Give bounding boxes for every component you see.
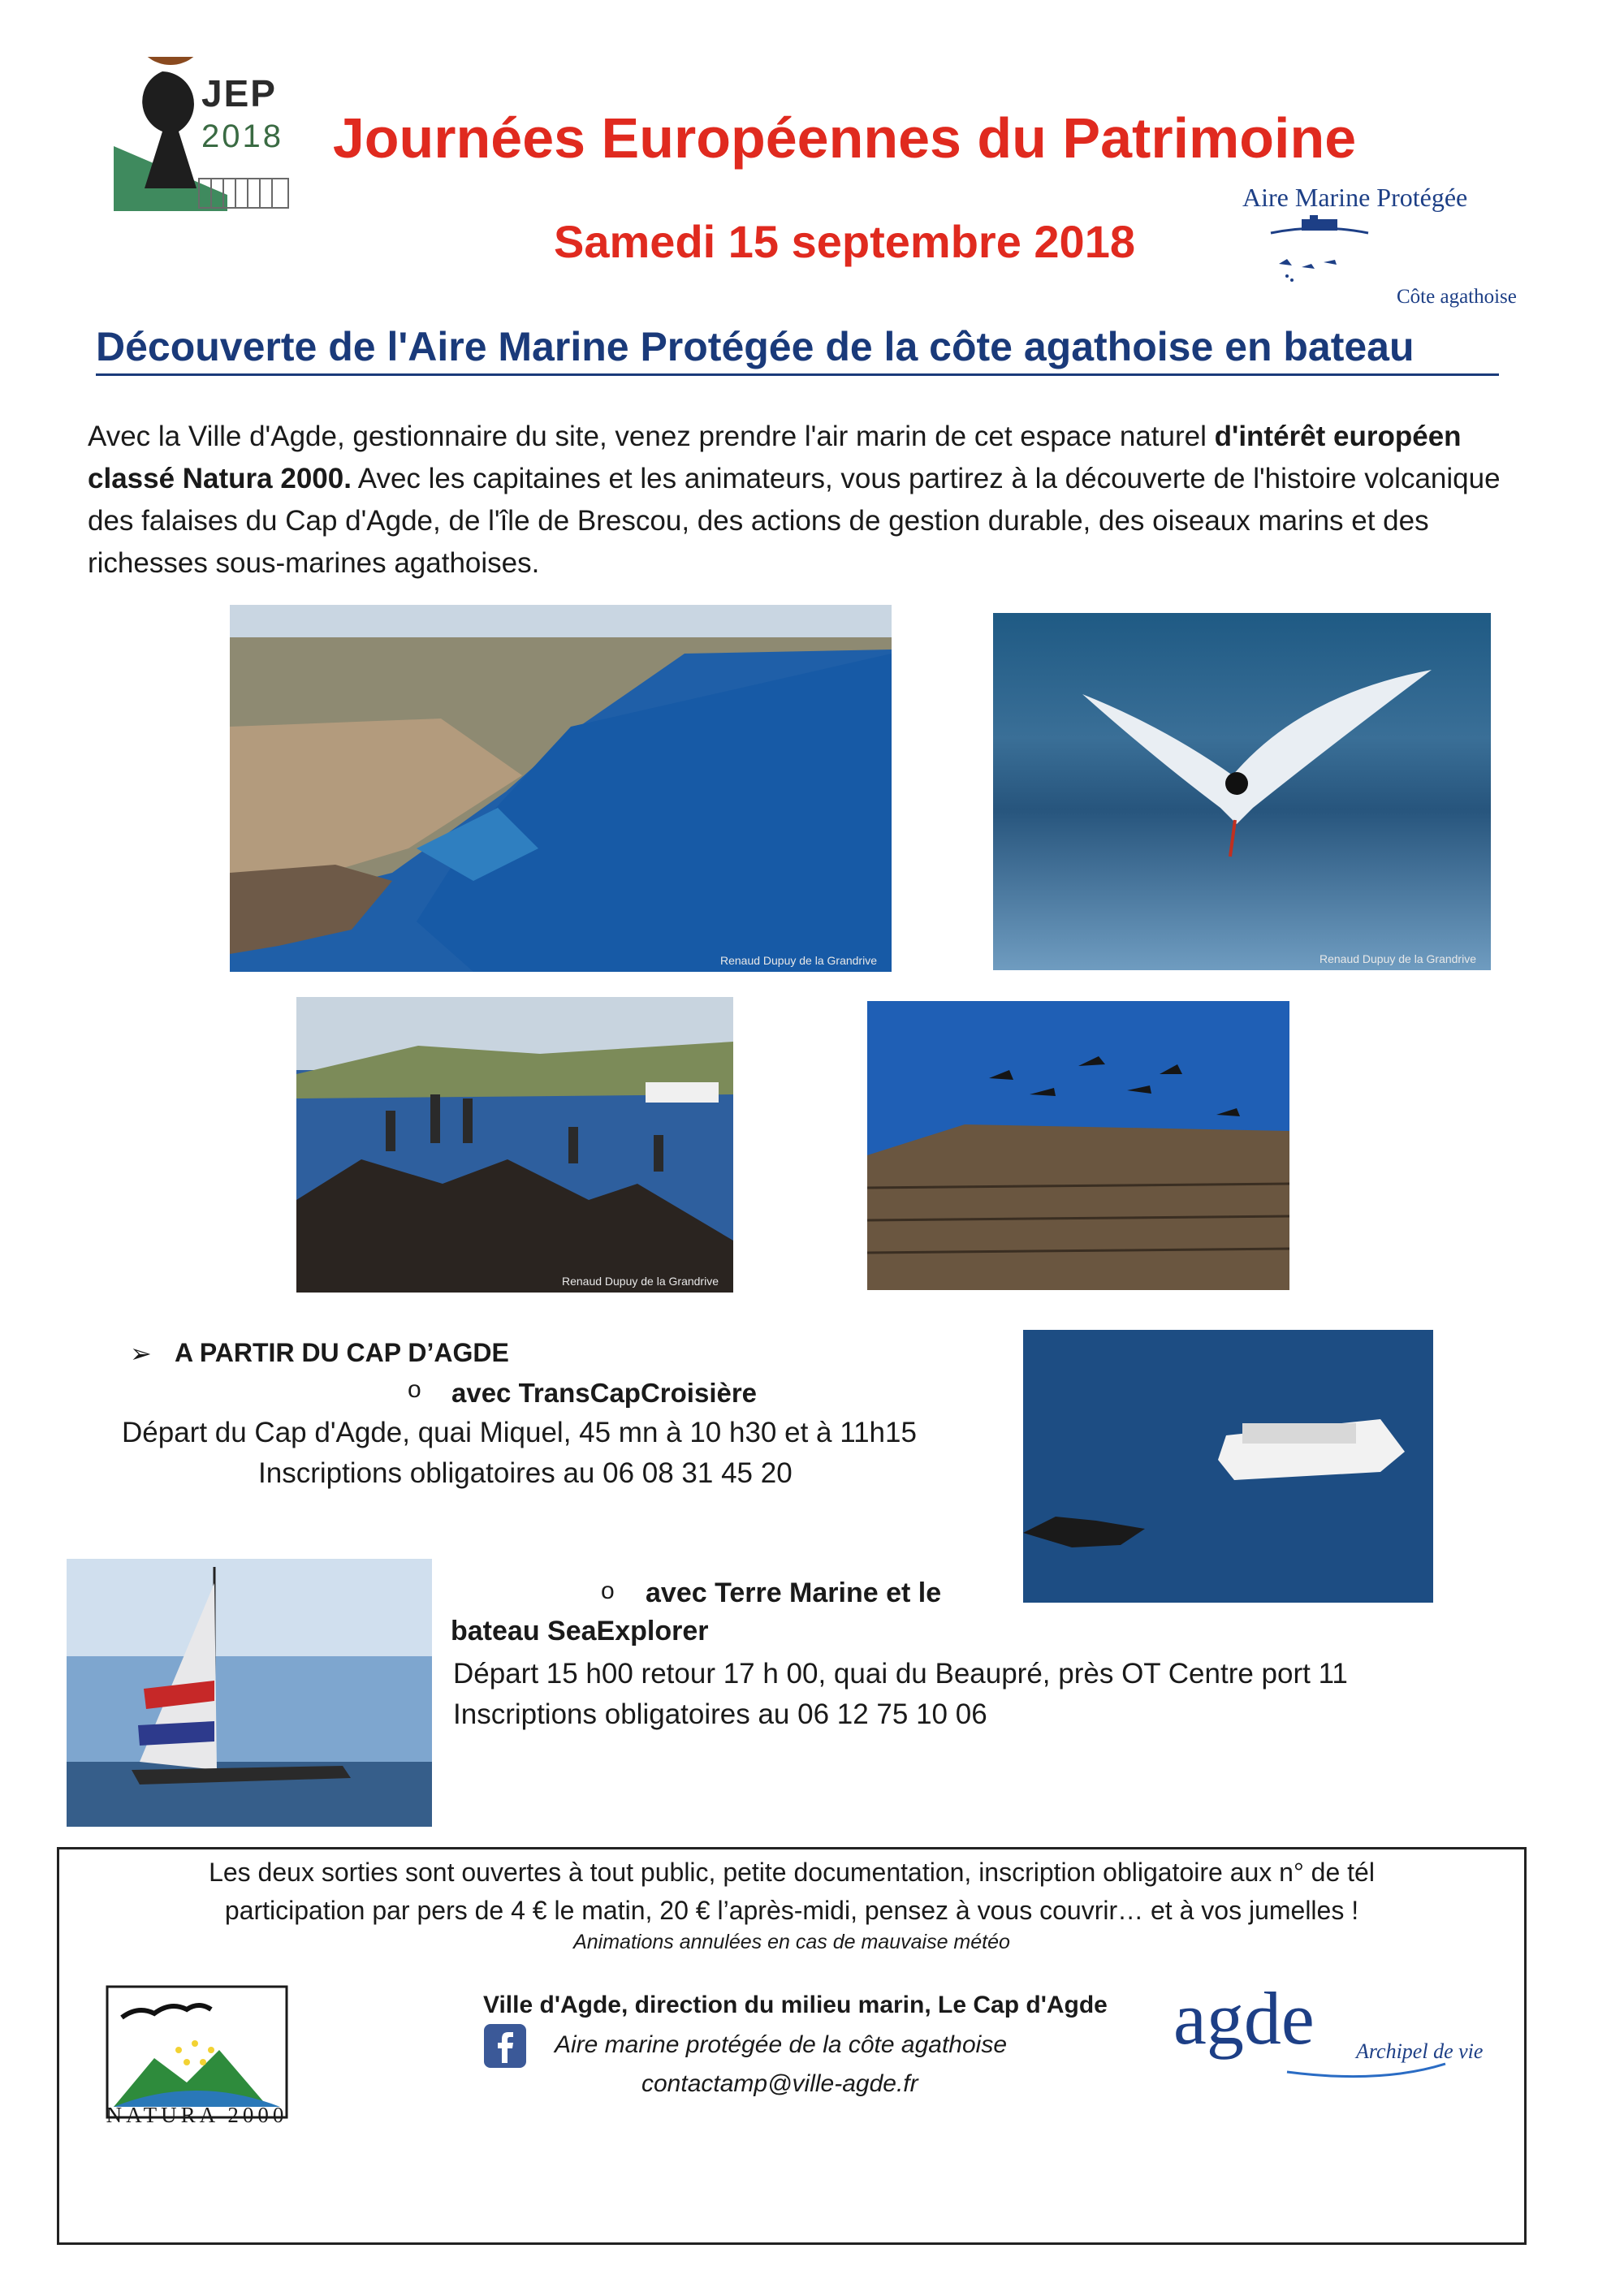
facebook-page-link[interactable]: Aire marine protégée de la côte agathoise [555, 2031, 1008, 2058]
document-subtitle: Découverte de l'Aire Marine Protégée de la côte agathoise en bateau [96, 323, 1499, 376]
photo-credit-2: Renaud Dupuy de la Grandrive [1319, 952, 1476, 965]
photo-birds-wall [867, 1001, 1289, 1290]
photo-cormorants-rock [296, 997, 733, 1293]
amp-logo-title: Aire Marine Protégée [1242, 183, 1468, 212]
footer-line-1: Les deux sorties sont ouvertes à tout public, petite documentation, inscription obligatoire aux n° de tél [209, 1858, 1375, 1887]
amp-fort-icon [1263, 215, 1376, 288]
photo-credit-3: Renaud Dupuy de la Grandrive [561, 1275, 719, 1288]
natura-2000-logo [106, 1985, 288, 2119]
facebook-icon[interactable] [484, 2024, 526, 2068]
event-date: Samedi 15 septembre 2018 [554, 216, 1135, 267]
intro-paragraph [88, 416, 1541, 585]
jep-year: 2018 [201, 119, 283, 154]
photo-transcap-boat [1023, 1330, 1433, 1603]
section1-operator: avec TransCapCroisière [451, 1378, 758, 1408]
contact-email-link[interactable]: contactamp@ville-agde.fr [641, 2070, 918, 2097]
footer-line-2: participation par pers de 4 € le matin, 20 € l’après-midi, pensez à vous couvrir… et à vos jumelles ! [224, 1896, 1359, 1925]
agde-logo-word: agde [1173, 1977, 1315, 2060]
circle-bullet-icon: o [601, 1577, 615, 1604]
circle-bullet-icon: o [408, 1376, 421, 1403]
page-title: Journées Européennes du Patrimoine [332, 106, 1357, 170]
photo-credit-1: Renaud Dupuy de la Grandrive [719, 954, 877, 967]
section1-inscription: Inscriptions obligatoires au 06 08 31 45 20 [258, 1457, 793, 1489]
organizer-line: Ville d'Agde, direction du milieu marin, Le Cap d'Agde [483, 1992, 1108, 2018]
section2-operator: avec Terre Marine et le [646, 1577, 942, 1608]
section2-operator-line2: bateau SeaExplorer [451, 1616, 709, 1646]
amp-logo-subtitle: Côte agathoise [1397, 286, 1517, 308]
photo-seaexplorer-catamaran [67, 1559, 432, 1827]
photo-aerial-coast [230, 605, 892, 972]
jep-label: JEP [201, 72, 277, 114]
agde-tagline: Archipel de vie [1356, 2039, 1484, 2063]
intro-text-1: Avec la Ville d'Agde, gestionnaire du site, venez prendre l'air marin de cet espace naturel [88, 421, 1215, 452]
photo-tern-flight [993, 613, 1491, 970]
intro-bold: d'intérêt européen classé Natura 2000. [88, 421, 1462, 494]
arrow-bullet-icon: ➢ [130, 1339, 152, 1368]
section1-heading: A PARTIR DU CAP D’AGDE [175, 1338, 509, 1367]
section2-departure: Départ 15 h00 retour 17 h 00, quai du Beaupré, près OT Centre port 11 [453, 1658, 1348, 1690]
section1-departure: Départ du Cap d'Agde, quai Miquel, 45 mn à 10 h30 et à 11h15 [122, 1417, 917, 1448]
intro-text-2: Avec les capitaines et les animateurs, vous partirez à la découverte de l'histoire volcanique des falaises du Cap d'Agde, de l'île de Brescou, des actions de gestion durable, des oiseaux marins et des richesses sous-marines agathoises. [88, 463, 1501, 579]
footer-weather-note: Animations annulées en cas de mauvaise météo [573, 1931, 1010, 1953]
natura-2000-label: NATURA 2000 [106, 2103, 288, 2127]
section2-inscription: Inscriptions obligatoires au 06 12 75 10 06 [453, 1698, 987, 1730]
